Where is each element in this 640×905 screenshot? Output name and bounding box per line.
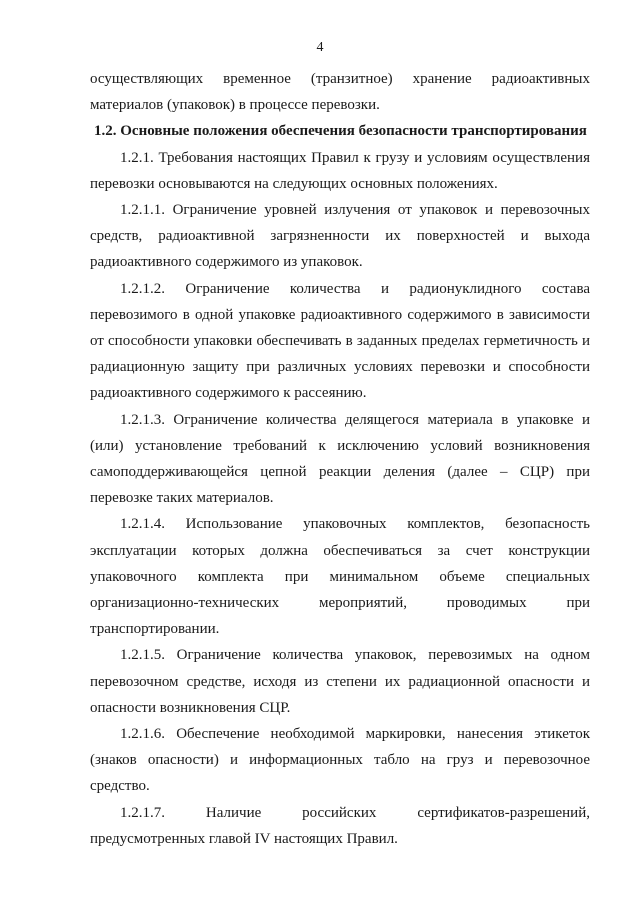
- paragraph-1-2-1-6: 1.2.1.6. Обеспечение необходимой маркировки, нанесения этикеток (знаков опасности) и информационных табло на груз и перевозочное средство.: [90, 726, 590, 795]
- page-number: 4: [316, 40, 324, 55]
- section-heading: 1.2. Основные положения обеспечения безопасности транспортирования: [94, 123, 587, 140]
- paragraph-continuation: осуществляющих временное (транзитное) хранение радиоактивных материалов (упаковок) в процессе перевозки.: [90, 71, 590, 114]
- document-body: [90, 66, 590, 852]
- paragraph-1-2-1-7: 1.2.1.7. Наличие российских сертификатов-разрешений, предусмотренных главой IV настоящих Правил.: [90, 804, 590, 847]
- paragraph-1-2-1-2: 1.2.1.2. Ограничение количества и радионуклидного состава перевозимого в одной упаковке радиоактивного содержимого в зависимости от способности упаковки обеспечивать в заданных пределах герметичность и радиационную защиту при различных условиях перевозки и способности радиоактивного содержимого к рассеянию.: [90, 280, 590, 402]
- paragraph-1-2-1-1: 1.2.1.1. Ограничение уровней излучения от упаковок и перевозочных средств, радиоактивной загрязненности их поверхностей и выхода радиоактивного содержимого из упаковок.: [90, 202, 590, 271]
- paragraph-1-2-1-4: 1.2.1.4. Использование упаковочных комплектов, безопасность эксплуатации которых должна обеспечиваться за счет конструкции упаковочного комплекта при минимальном объеме специальных организационно-технических мероприятий, проводимых при транспортировании.: [90, 516, 590, 638]
- paragraph-1-2-1-3: 1.2.1.3. Ограничение количества делящегося материала в упаковке и (или) установление требований к исключению условий возникновения самоподдерживающейся цепной реакции деления (далее – СЦР) при перевозке таких материалов.: [90, 411, 590, 507]
- paragraph-1-2-1-5: 1.2.1.5. Ограничение количества упаковок, перевозимых на одном перевозочном средстве, исходя из степени их радиационной опасности и опасности возникновения СЦР.: [90, 647, 590, 716]
- paragraph-1-2-1: 1.2.1. Требования настоящих Правил к грузу и условиям осуществления перевозки основываются на следующих основных положениях.: [90, 149, 590, 192]
